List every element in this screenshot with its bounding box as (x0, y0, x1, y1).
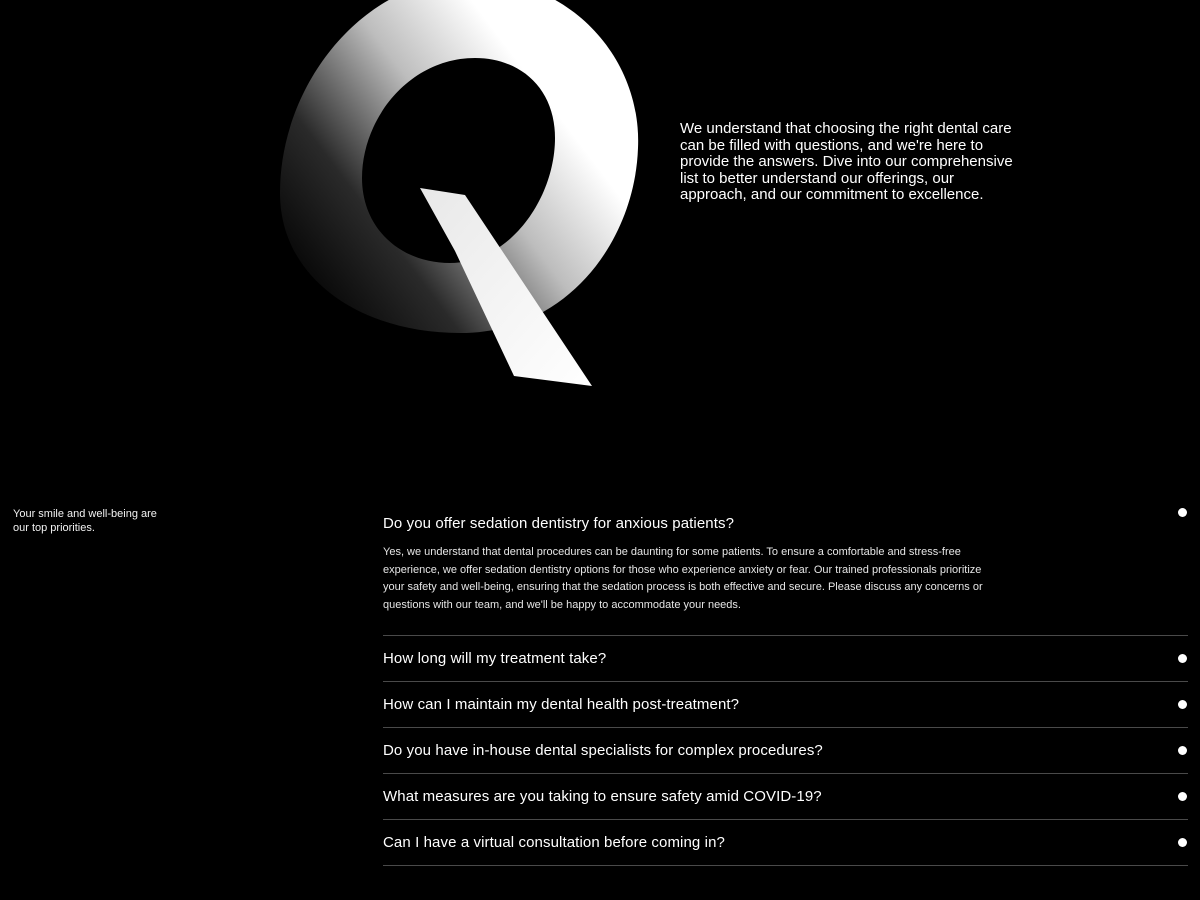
dot-icon[interactable] (1178, 746, 1187, 755)
faq-question-toggle[interactable] (383, 682, 1188, 727)
side-note: Your smile and well-being are our top priorities. (13, 508, 157, 534)
faq-question-text: Can I have a virtual consultation before coming in? (383, 834, 725, 851)
faq-question-text: What measures are you taking to ensure safety amid COVID-19? (383, 788, 822, 805)
letter-q-icon (270, 0, 650, 408)
faq-question-toggle[interactable] (383, 728, 1188, 773)
faq-item (383, 682, 1188, 728)
faq-question-text: How can I maintain my dental health post-treatment? (383, 696, 740, 713)
faq-list (383, 490, 1188, 866)
dot-icon[interactable] (1178, 838, 1187, 847)
faq-question-text: Do you offer sedation dentistry for anxious patients? (383, 515, 735, 532)
faq-answer: Yes, we understand that dental procedures can be daunting for some patients. To ensure a comfortable and stress-free experience, we offer sedation dentistry options for those who experience anxiety or fear. Our trained professionals prioritize your safety and well-being, ensuring that the sedation process is both effective and secure. Please discuss any concerns or questions with our team, and we'll be happy to accommodate your needs. (383, 546, 983, 611)
faq-item (383, 774, 1188, 820)
faq-question-text: How long will my treatment take? (383, 650, 607, 667)
dot-icon[interactable] (1178, 792, 1187, 801)
faq-item (383, 490, 1188, 636)
letter-q-graphic (270, 0, 650, 408)
faq-item (383, 728, 1188, 774)
dot-icon[interactable] (1178, 700, 1187, 709)
faq-question-toggle[interactable] (383, 774, 1188, 819)
faq-item (383, 636, 1188, 682)
dot-icon[interactable] (1178, 508, 1187, 517)
faq-question-text: Do you have in-house dental specialists for complex procedures? (383, 742, 823, 759)
faq-question-toggle[interactable] (383, 636, 1188, 681)
faq-question-toggle[interactable] (383, 820, 1188, 865)
intro-paragraph: We understand that choosing the right dental care can be filled with questions, and we're here to provide the answers. Dive into our comprehensive list to better understand our offerings, our approach, and our commitment to excellence. (680, 120, 1013, 204)
faq-question-toggle[interactable] (383, 490, 1188, 534)
dot-icon[interactable] (1178, 654, 1187, 663)
faq-item (383, 820, 1188, 866)
